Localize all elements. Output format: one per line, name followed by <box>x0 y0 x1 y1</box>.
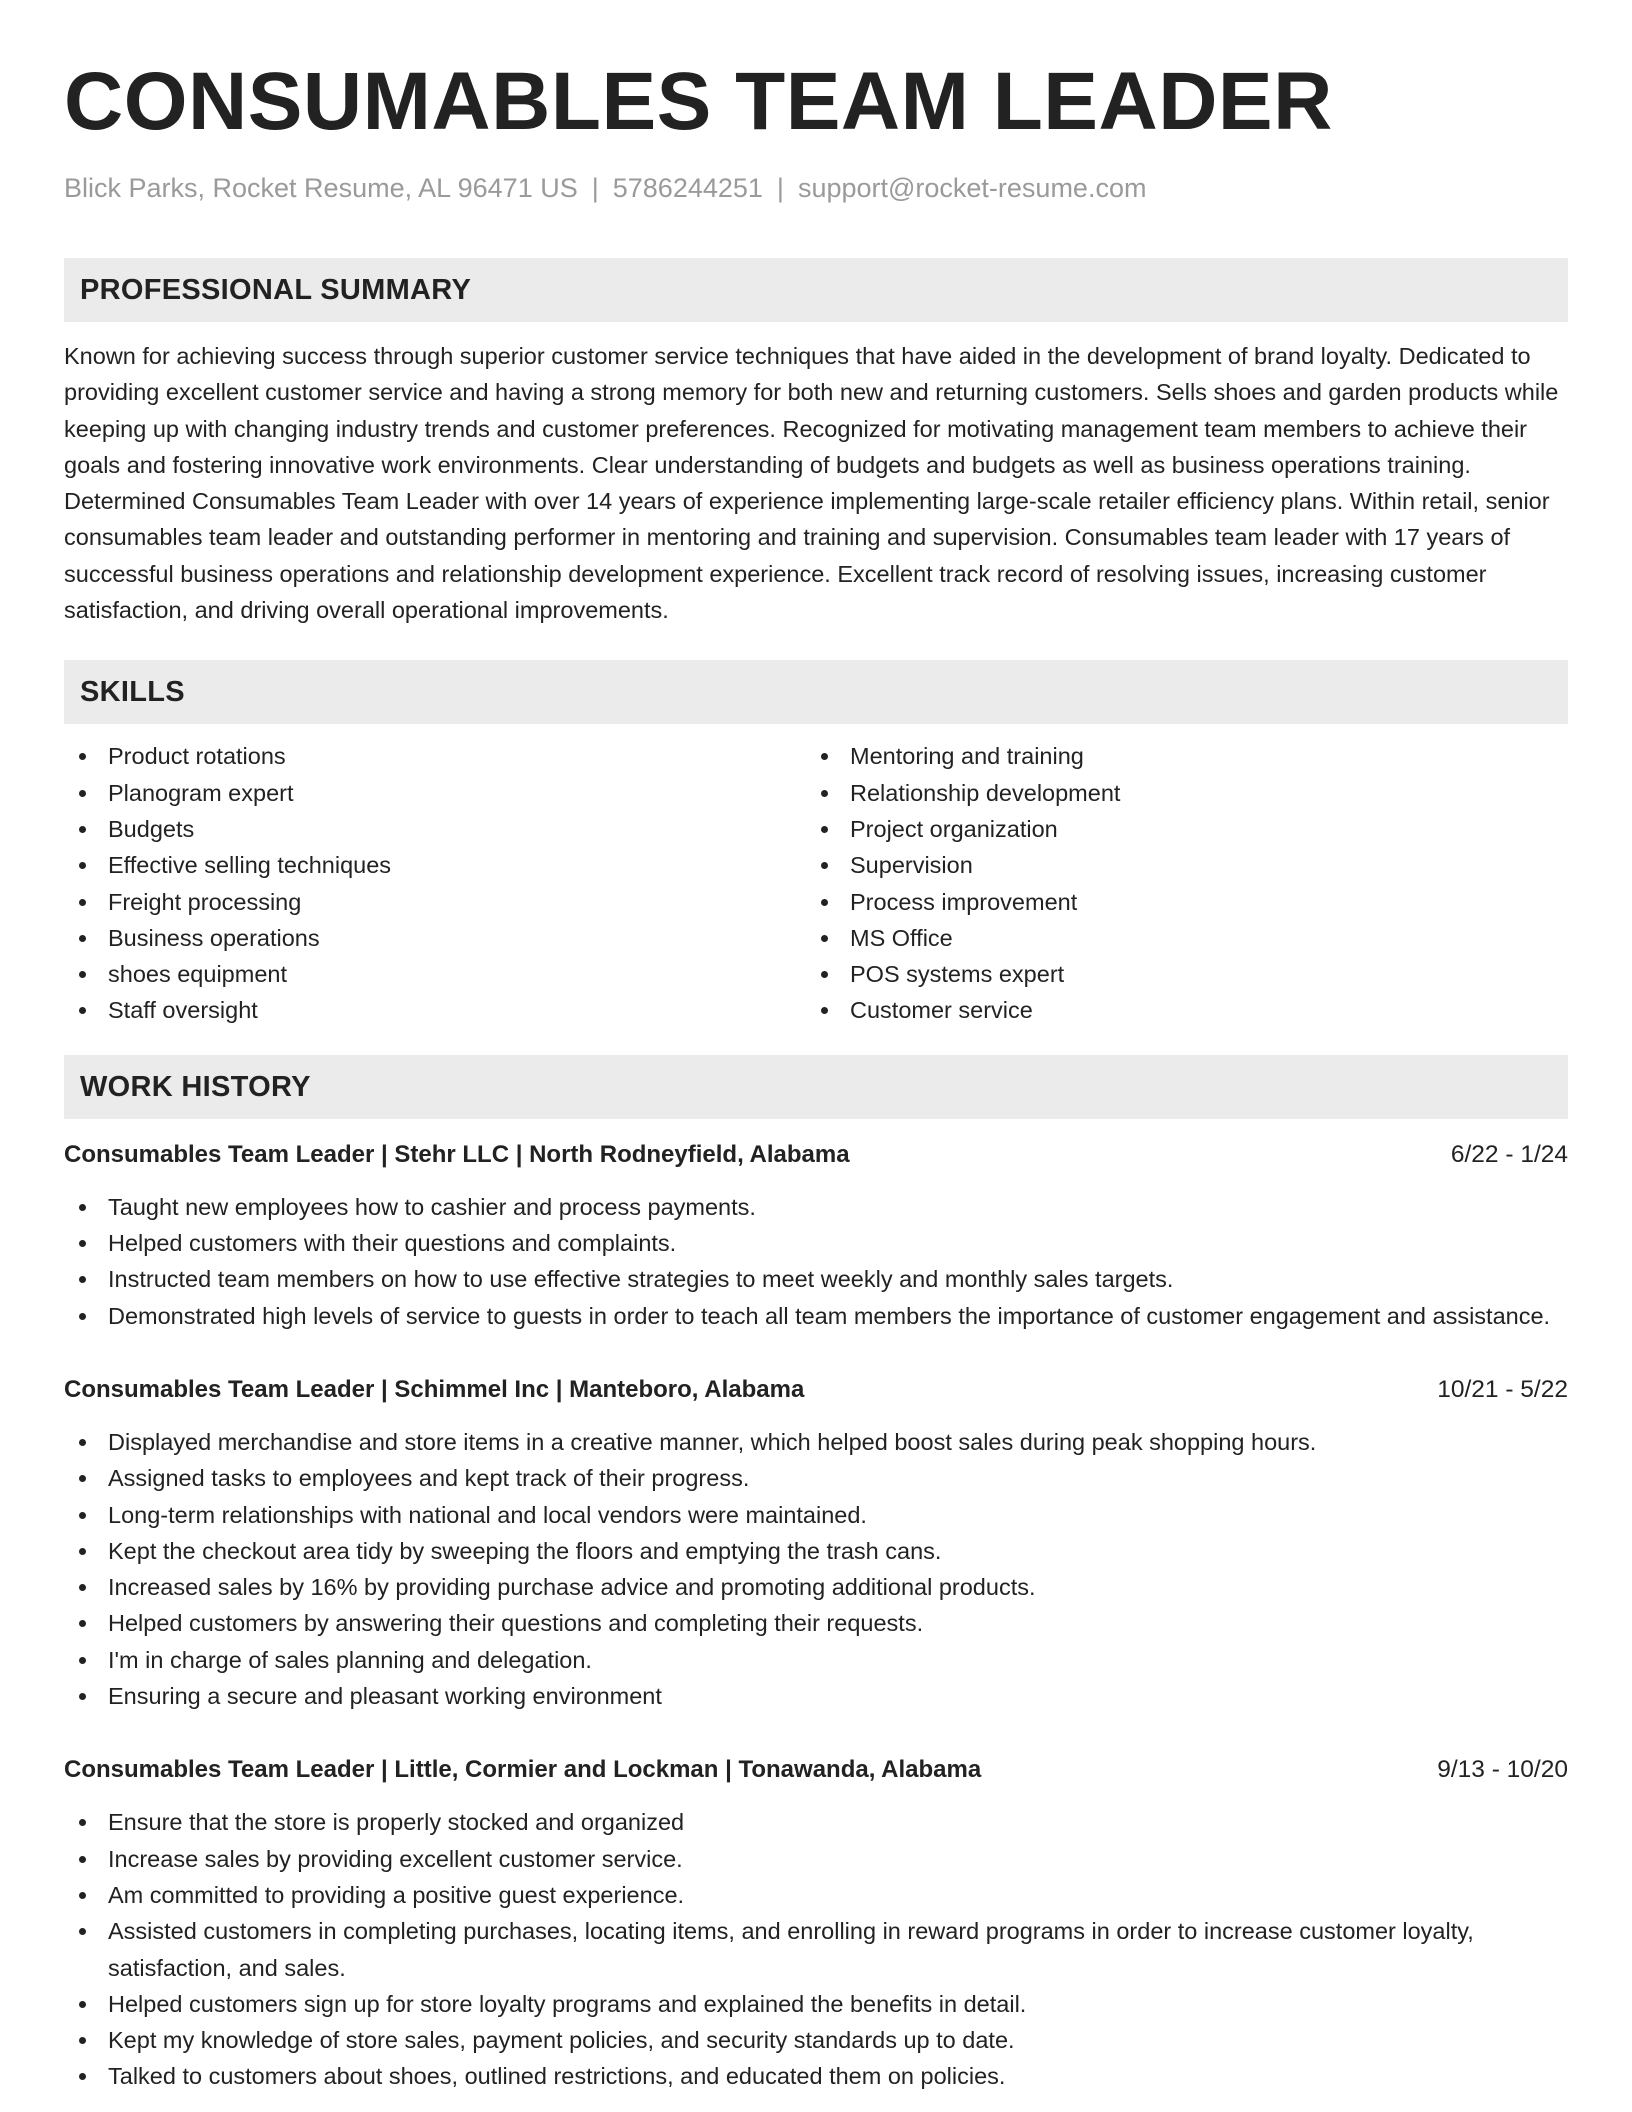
job-duty: Taught new employees how to cashier and process payments. <box>64 1189 1568 1225</box>
section-heading-skills: SKILLS <box>64 660 1568 724</box>
skill-item: Relationship development <box>806 775 1548 811</box>
job-duty: Ensure that the store is properly stocked and organized <box>64 1804 1568 1840</box>
section-heading-summary: PROFESSIONAL SUMMARY <box>64 258 1568 322</box>
job-duty: Kept the checkout area tidy by sweeping the floors and emptying the trash cans. <box>64 1533 1568 1569</box>
job-dates: 6/22 - 1/24 <box>1450 1140 1568 1168</box>
section-heading-work-history: WORK HISTORY <box>64 1055 1568 1119</box>
job-duty: Am committed to providing a positive guest experience. <box>64 1877 1568 1913</box>
job-duty: Demonstrated high levels of service to guests in order to teach all team members the importance of customer engagement and assistance. <box>64 1298 1568 1334</box>
skill-item: Planogram expert <box>64 775 806 811</box>
contact-phone: 5786244251 <box>612 173 763 203</box>
skill-item: Freight processing <box>64 884 806 920</box>
skills-column-right <box>806 738 1548 1028</box>
skill-item: Business operations <box>64 920 806 956</box>
job-duty: Helped customers sign up for store loyalty programs and explained the benefits in detail. <box>64 1986 1568 2022</box>
contact-separator: | <box>591 173 599 203</box>
skills-column-left <box>64 738 806 1028</box>
job-duty: Assigned tasks to employees and kept track of their progress. <box>64 1460 1568 1496</box>
job-duty: Instructed team members on how to use effective strategies to meet weekly and monthly sales targets. <box>64 1261 1568 1297</box>
job-duty: Increased sales by 16% by providing purchase advice and promoting additional products. <box>64 1569 1568 1605</box>
job-header <box>64 1752 1568 1788</box>
skill-item: Effective selling techniques <box>64 847 806 883</box>
skill-item: Staff oversight <box>64 992 806 1028</box>
job-duty: I'm in charge of sales planning and delegation. <box>64 1642 1568 1678</box>
job-duty: Helped customers by answering their questions and completing their requests. <box>64 1605 1568 1641</box>
skill-item: Project organization <box>806 811 1548 847</box>
skills-list <box>64 738 1568 1028</box>
job-title: Consumables Team Leader | Little, Cormier and Lockman | Tonawanda, Alabama <box>64 1756 982 1784</box>
skill-item: POS systems expert <box>806 956 1548 992</box>
summary-paragraph: Known for achieving success through superior customer service techniques that have aided in the development of brand loyalty. Dedicated to providing excellent customer service and having a strong memory for both new and returning customers. Sells shoes and garden products while keeping up with changing industry trends and customer preferences. Recognized for motivating management team members to achieve their goals and fostering innovative work environments. Clear understanding of budgets and budgets as well as business operations training. Determined Consumables Team Leader with over 14 years of experience implementing large-scale retailer efficiency plans. Within retail, senior consumables team leader and outstanding performer in mentoring and training and supervision. Consumables team leader with 17 years of successful business operations and relationship development experience. Excellent track record of resolving issues, increasing customer satisfaction, and driving overall operational improvements. <box>64 343 1559 624</box>
job-duty: Talked to customers about shoes, outlined restrictions, and educated them on policies. <box>64 2058 1568 2094</box>
contact-line <box>64 170 1568 206</box>
skill-item: Product rotations <box>64 738 806 774</box>
page-title: CONSUMABLES TEAM LEADER <box>64 56 1333 147</box>
job-duties <box>64 1189 1568 1334</box>
resume-page <box>64 52 1568 2095</box>
job-duty: Long-term relationships with national and local vendors were maintained. <box>64 1497 1568 1533</box>
job-dates: 9/13 - 10/20 <box>1437 1756 1568 1784</box>
skill-item: MS Office <box>806 920 1548 956</box>
skill-item: Process improvement <box>806 884 1548 920</box>
job-duty: Displayed merchandise and store items in a creative manner, which helped boost sales during peak shopping hours. <box>64 1424 1568 1460</box>
skill-item: Supervision <box>806 847 1548 883</box>
skill-item: Budgets <box>64 811 806 847</box>
job-entry <box>64 1752 1568 2094</box>
job-title: Consumables Team Leader | Stehr LLC | North Rodneyfield, Alabama <box>64 1140 850 1168</box>
skill-item: Mentoring and training <box>806 738 1548 774</box>
job-header <box>64 1372 1568 1408</box>
skill-item: shoes equipment <box>64 956 806 992</box>
contact-separator: | <box>776 173 784 203</box>
job-header <box>64 1137 1568 1173</box>
job-duty: Increase sales by providing excellent customer service. <box>64 1841 1568 1877</box>
job-duty: Helped customers with their questions and complaints. <box>64 1225 1568 1261</box>
job-duties <box>64 1804 1568 2094</box>
job-duties <box>64 1424 1568 1714</box>
job-duty: Assisted customers in completing purchases, locating items, and enrolling in reward programs in order to increase customer loyalty, satisfaction, and sales. <box>64 1913 1568 1986</box>
job-duty: Kept my knowledge of store sales, payment policies, and security standards up to date. <box>64 2022 1568 2058</box>
job-entry <box>64 1372 1568 1714</box>
skill-item: Customer service <box>806 992 1548 1028</box>
job-title: Consumables Team Leader | Schimmel Inc | Manteboro, Alabama <box>64 1375 805 1403</box>
job-dates: 10/21 - 5/22 <box>1437 1375 1568 1403</box>
contact-address: Blick Parks, Rocket Resume, AL 96471 US <box>64 173 578 203</box>
job-entry <box>64 1137 1568 1334</box>
contact-email: support@rocket-resume.com <box>797 173 1147 203</box>
job-duty: Ensuring a secure and pleasant working environment <box>64 1678 1568 1714</box>
